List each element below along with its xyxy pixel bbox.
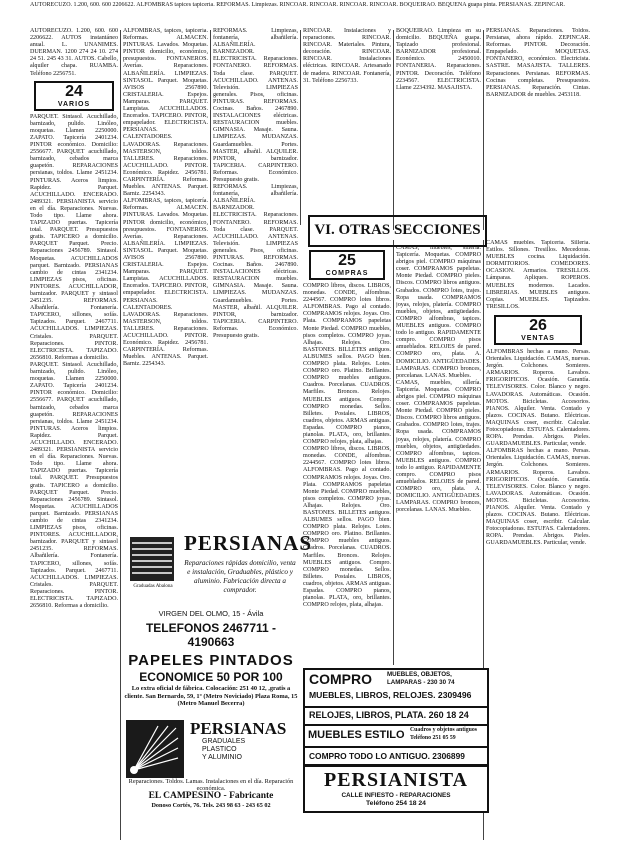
persianas-logo: [128, 535, 178, 593]
column-4-body: RINCOAR. Instalaciones y reparaciones. RINCOAR. RINCOAR. Materiales. Pintura, decoración. RINCOAR. RINCOAR. Instalaciones eléctricas. RINCOAR. Artesanado de madera. RINCOAR. Fontanería, 31. Teléfono 2256733.: [303, 28, 391, 84]
compro-word: COMPRO: [309, 671, 372, 687]
persianas2-line1: GRADUALES: [202, 738, 246, 745]
column-divider: [120, 30, 121, 840]
column-1-body: PARQUET. Sintasol. Acuchillado, barnizado, pulido. Linóleo, moquetas. Llamen 2250000. ZAPATO. Tapicería 2401234. PINTOR económico. Domicilio: 2556677. PARQUET acuchillado, barnizado, cebados marca guapetón. REPARACIONES persianas, toldos. Llame 2451234. PINTURAS. Aceros limpios. Rapidez. Parquet. ACUCHILLADO. ENCERADO. 2489321. PERSIANISTA servicio en el día. Reparaciones. Nuevas. Todo tipo. Llame ahora. TAPIZADO puertas. Tapicería total. PARQUET. Presupuestos gratis. TAPICERO a domicilio. PARQUET Parquet. Precio. Reparaciones 2456789. Sintasol. Moquetas. ACUCHILLADOS parquet. Barnizado. PERSIANAS cambio de cintas 2341234. LIMPIEZAS pisos, oficinas. PINTORES. ACUCHILLADOR, barnizador. PARQUET y sintasol 2451235. REFORMAS. Albañilería. Fontanería. TAPICERO, sillones, sofás. Tapizados. Parquet. 2467711. ACUCHILLADOS. LIMPIEZAS. Cristales. PARQUET. Reparaciones. PINTOR. ELECTRICISTA. TAPIZADO. 2656810. Reformas a domicilio.: [30, 113, 118, 361]
persianas2-line3: Y ALUMINIO: [202, 754, 242, 761]
persianas-street: VIRGEN DEL OLMO, 15 - Ávila: [158, 609, 264, 618]
section-title: VI. OTRAS SECCIONES: [308, 215, 487, 247]
compro-antiguo-line: COMPRO TODO LO ANTIGUO. 2306899: [309, 751, 465, 761]
muebles-estilo-line1: Cuadros y objetos antiguos: [410, 727, 478, 733]
persianas2-line2: PLASTICO: [202, 746, 237, 753]
column-divider: [483, 30, 484, 230]
persianas2-body: Reparaciones. Toldos. Lamas. Instalaciones en el día. Reparación económica.: [128, 778, 294, 792]
column-4-top: [303, 28, 391, 228]
persianas-phone: TELEFONOS 2467711 - 4190663: [145, 621, 277, 649]
persianas-title: PERSIANAS: [184, 531, 313, 555]
column-6-top: [486, 28, 590, 233]
column-5-bottom: [396, 245, 481, 665]
column-5-top: [396, 28, 481, 228]
persianas-ad: [122, 525, 313, 649]
section-label: VENTAS: [521, 334, 555, 342]
section-25-box: [309, 250, 385, 280]
muebles-estilo-word: MUEBLES ESTILO: [308, 729, 405, 741]
column-1-body-cont: PARQUET. Sintasol. Acuchillado, barnizado, pulido. Linóleo, moquetas. Llamen 2250000. ZAPATO. Tapicería 2401234. PINTOR económico. Domicilio: 2556677. PARQUET acuchillado, barnizado, cebados marca guapetón. REPARACIONES persianas, toldos. Llame 2451234. PINTURAS. Aceros limpios. Rapidez. Parquet. ACUCHILLADO. ENCERADO. 2489321. PERSIANISTA servicio en el día. Reparaciones. Nuevas. Todo tipo. Llame ahora. TAPIZADO puertas. Tapicería total. PARQUET. Presupuestos gratis. TAPICERO a domicilio. PARQUET Parquet. Precio. Reparaciones 2456789. Sintasol. Moquetas. ACUCHILLADOS parquet. Barnizado. PERSIANAS cambio de cintas 2341234. LIMPIEZAS pisos, oficinas. PINTORES. ACUCHILLADOR, barnizador. PARQUET y sintasol 2451235. REFORMAS. Albañilería. Fontanería. TAPICERO, sillones, sofás. Tapizados. Parquet. 2467711. ACUCHILLADOS. LIMPIEZAS. Cristales. PARQUET. Reparaciones. PINTOR. ELECTRICISTA. TAPIZADO. 2656810. Reformas a domicilio.: [30, 361, 118, 610]
header-text: AUTORECUZO. 1.200, 600. 600 2206622. ALFOMBRAS tapices tapicería. REFORMAS. Limpiezas. RINCOAR. RINCOAR. RINCOAR. RINCOAR. BOQUEIRAO. BEQUEÑA guapa pinta. PERSIANAS. ZEPINCAR.: [30, 2, 566, 8]
persianas-body: Reparaciones rápidas domicilio, venta e instalación, Graduables, plástico y aluminio. Fabricación directa a comprador.: [184, 559, 296, 594]
persianista-line1: CALLE INFIESTO - REPARACIONES: [341, 792, 451, 799]
column-2-body: ALFOMBRAS, tapices, tapicería. Reformas. ALMACEN. PINTURAS. Lavados. Moquetas. PINTOR domicilio, económico, presupuestos. FONTANEROS. Averías. Reparaciones. ALBAÑILERÍA. LIMPIEZAS. SINTASOL. Parquet. Moquetas. AVISOS 2567890. CRISTALERIA. Espejos. Mamparas. PARQUET. Lampistas. ACUCHILLADOS. Encerados. TAPICERO. PINTOR, empapelador. ELECTRICISTA. PERSIANAS. CALENTADORES. LAVADORAS. Reparaciones. MASTERSON, toldos. TALLERES. Reparaciones. ACUCHILLADO. PINTOR. Económico. Rapidez. 2456781. CARPINTERÍA. Reformas. Muebles. ANTENAS. Parquet. Barniz. 2254343.: [123, 28, 208, 198]
section-26-box: [494, 315, 582, 345]
column-5b-body: CAMAS, muebles, sillería. Tapicería. Moquetas. COMPRO abrigos piel. COMPRO máquinas coser. COMPRAMOS papeletas. Monte Piedad. COMPRO pieles. Discos. COMPRO libros antiguos. Grabados. COMPRO lotes, trajes. Ropa usada. COMPRAMOS joyas, relojes, platería. COMPRO muebles, objetos, antigüedades. COMPRO alfombras, tapices. MUEBLES antiguos. COMPRO todo lo antiguo. RAPIDAMENTE compro. COMPRO pisos amueblados. RELOJES de pared. COMPRO oro, plata. A. DOMICILIO. ANTIGÜEDADES. LAMPARAS. COMPRO bronces, porcelanas. LANAS. Muebles.: [396, 245, 481, 379]
compro-line2: LAMPARAS - 230 30 74: [387, 679, 455, 686]
persianas-mark: Graduadas Abalona: [133, 584, 173, 589]
column-1-intro: AUTORECUZO. 1.200, 600. 600 2206622. AUTOS instantáneo anual. L. UNANIMES. DUERMAN. 1200 274 24 10. 274 24 51. 245 43 31. AUTOS. Cabello, alquiler chapa. RUAMBA. Teléfono 2256751.: [30, 28, 118, 77]
column-divider: [210, 30, 211, 225]
column-2: [123, 28, 208, 528]
column-2-body-cont: ALFOMBRAS, tapices, tapicería. Reformas. ALMACEN. PINTURAS. Lavados. Moquetas. PINTOR domicilio, económico, presupuestos. FONTANEROS. Averías. Reparaciones. ALBAÑILERÍA. LIMPIEZAS. SINTASOL. Parquet. Moquetas. AVISOS 2567890. CRISTALERIA. Espejos. Mamparas. PARQUET. Lampistas. ACUCHILLADOS. Encerados. TAPICERO. PINTOR, empapelador. ELECTRICISTA. PERSIANAS. CALENTADORES. LAVADORAS. Reparaciones. MASTERSON, toldos. TALLERES. Reparaciones. ACUCHILLADO. PINTOR. Económico. Rapidez. 2456781. CARPINTERÍA. Reformas. Muebles. ANTENAS. Parquet. Barniz. 2254343.: [123, 198, 208, 368]
persianista-title: PERSIANISTA: [324, 769, 468, 791]
column-1: [30, 28, 118, 808]
persianas2-address: Donoso Cortés, 76. Tels. 243 98 63 - 243 65 02: [151, 802, 271, 809]
compro-antiguo-ad: [303, 746, 489, 766]
section-24-box: [34, 81, 114, 111]
header-strip: [0, 0, 620, 12]
persianas-graduales-ad: [122, 718, 300, 810]
section-label: COMPRAS: [325, 270, 369, 277]
column-3-body: REFORMAS. Limpiezas, fontanería, albañilería. ALBAÑILERÍA. BARNIZADOR. ELECTRICISTA. Reparaciones. FONTANERO. REFORMAS. Toda clase. PARQUET. ACUCHILLADO. ANTENAS. Televisión. LIMPIEZAS generales. Pisos, oficinas. PINTURAS. REFORMAS. Cocinas. Baños. 2467890. INSTALACIONES eléctricas. RESTAURACION muebles. GIMNASIA. Masaje. Sauna. LIMPIEZAS. MUDANZAS. Guardamuebles. Portes. MASTER, albañil. ALQUILER. PINTOR, barnizador. TAPICERIA. CARPINTERO. Reformas. Económico. Presupuesto gratis.: [213, 28, 298, 183]
compro-muebles-ad: [303, 668, 489, 708]
column-3: [213, 28, 298, 528]
persianista-line2: Teléfono 254 18 24: [366, 800, 426, 807]
column-5-body: BOQUEIRAO. Limpieza en su domicilio. BEQUEÑA guapa. Tapizado profesional. BARNIZADOR profesional. Económico. 2450010. FONTANERIA. Reparaciones. PINTOR. Decoración. Teléfono 2234567. ELECTRICISTA. Llame 2234392. MASAJISTA.: [396, 28, 481, 91]
column-6-bottom: [486, 240, 590, 840]
column-4b-body: COMPRO libros, discos. LIBROS, monedas. CONDE, alfombras. 2244567. COMPRO lotes libros. ALFOMBRAS. Pago al contado. COMPRAMOS relojes. Joyas. Oro. Plata. COMPRAMOS papeletas Monte Piedad. COMPRO muebles, pisos completos. COMPRO joyas. Alhajas. Relojes. Oro. BASTONES. BILLETES antiguos. ALBUMES sellos. PAGO bien. COMPRO plata. Relojes. Lotes. COMPRO oro. Platino. Brillantes. COMPRO muebles antiguos. Cuadros. Porcelanas. CUADROS. Marfiles. Bronces. Relojes. MUEBLES antiguos. Compro. COMPRO monedas. Sellos. Billetes. Postales. LIBROS, cuadros, objetos. ARMAS antiguas. Espadas. COMPRO pianos, pianolas. PLATA, oro, brillantes. COMPRO relojes, plata, alhajas.: [303, 283, 391, 446]
persianas2-title: PERSIANAS: [190, 719, 287, 738]
column-divider: [393, 240, 394, 665]
column-divider: [300, 30, 301, 225]
papeles-pintados-ad: [122, 652, 300, 714]
relojes-ad: [303, 706, 489, 726]
column-6b-body: CAMAS muebles. Tapicería. Sillería. Estilos. Sillones. Tresillos. Mecedoras. MUEBLES cocina. Liquidación. DORMITORIOS. COMEDORES. OCASION. Armarios. TRESILLOS. Lámparas. Apliques. ROPEROS. MUEBLES modernos. Lacados. LIBRERIAS. MUEBLES antiguos. Copias. MUEBLES. Tapizados. TRESILLOS.: [486, 240, 590, 310]
column-divider: [393, 30, 394, 230]
compro-line1: MUEBLES, OBJETOS,: [387, 671, 452, 678]
muebles-estilo-ad: [303, 724, 489, 748]
section-number: 24: [65, 82, 83, 100]
section-number: 25: [338, 252, 356, 269]
persianas2-company: EL CAMPESINO - Fabricante: [148, 791, 274, 801]
persianista-ad: [303, 765, 489, 813]
muebles-estilo-line2: Teléfono 251 05 59: [410, 735, 456, 741]
column-6-body: PERSIANAS. Reparaciones. Toldos. Persianas, ahora rápido. ZEPINCAR. Reformas. PINTOR. Decoración. Empapelado. MOQUETAS. FONTANERO, económico. Electricista. SASTRE. MASAJISTA. TALLERES. Reparaciones. Persianas. REFORMAS. Cocinas completas. Presupuestos. PERSIANAS. Reparación. Cintas. BARNIZADOR de muebles. 2453118.: [486, 28, 590, 98]
papeles-title: PAPELES PINTADOS: [128, 652, 294, 669]
column-5b-body-cont: CAMAS, muebles, sillería. Tapicería. Moquetas. COMPRO abrigos piel. COMPRO máquinas coser. COMPRAMOS papeletas. Monte Piedad. COMPRO pieles. Discos. COMPRO libros antiguos. Grabados. COMPRO lotes, trajes. Ropa usada. COMPRAMOS joyas, relojes, platería. COMPRO muebles, objetos, antigüedades. COMPRO alfombras, tapices. MUEBLES antiguos. COMPRO todo lo antiguo. RAPIDAMENTE compro. COMPRO pisos amueblados. RELOJES de pared. COMPRO oro, plata. A. DOMICILIO. ANTIGÜEDADES. LAMPARAS. COMPRO bronces, porcelanas. LANAS. Muebles.: [396, 379, 481, 514]
column-3-body-cont: REFORMAS. Limpiezas, fontanería, albañilería. ALBAÑILERÍA. BARNIZADOR. ELECTRICISTA. Reparaciones. FONTANERO. REFORMAS. Toda clase. PARQUET. ACUCHILLADO. ANTENAS. Televisión. LIMPIEZAS generales. Pisos, oficinas. PINTURAS. REFORMAS. Cocinas. Baños. 2467890. INSTALACIONES eléctricas. RESTAURACION muebles. GIMNASIA. Masaje. Sauna. LIMPIEZAS. MUDANZAS. Guardamuebles. Portes. MASTER, albañil. ALQUILER. PINTOR, barnizador. TAPICERIA. CARPINTERO. Reformas. Económico. Presupuesto gratis.: [213, 184, 298, 340]
relojes-line: RELOJES, LIBROS, PLATA. 260 18 24: [309, 710, 469, 720]
papeles-body: Lo extra oficial de fábrica. Colocación: 251 40 12, ,gratis a cliente. San Bernardo, 59, 1º (Metro Noviciado) Plaza Roma, 15 (Metro Manuel Becerra): [124, 685, 298, 707]
column-6b-ventas-cont: ALFOMBRAS hechas a mano. Persas. Orientales. Liquidación. CAMAS, nuevas. Jergón. Colchones. Somieres. ARMARIOS. Roperos. Lavabos. FRIGORIFICOS. Ocasión. Garantía. TELEVISORES. Color. Blanco y negro. LAVADORAS. Automáticas. Ocasión. MOTOS. Bicicletas. Accesorios. PIANOS. Alquiler. Venta. Contado y plazos. COCINAS. Butano. Eléctricas. MAQUINAS coser, escribir. Calcular. Fotocopiadoras. ESTUFAS. Calentadores. ROPA. Prendas. Abrigos. Pieles. GUARDAMUEBLES. Particular, vende.: [486, 448, 590, 547]
column-6b-ventas: ALFOMBRAS hechas a mano. Persas. Orientales. Liquidación. CAMAS, nuevas. Jergón. Colchones. Somieres. ARMARIOS. Roperos. Lavabos. FRIGORIFICOS. Ocasión. Garantía. TELEVISORES. Color. Blanco y negro. LAVADORAS. Automáticas. Ocasión. MOTOS. Bicicletas. Accesorios. PIANOS. Alquiler. Venta. Contado y plazos. COCINAS. Butano. Eléctricas. MAQUINAS coser, escribir. Calcular. Fotocopiadoras. ESTUFAS. Calentadores. ROPA. Prendas. Abrigos. Pieles. GUARDAMUEBLES. Particular, vende.: [486, 348, 590, 448]
papeles-subtitle: ECONOMICE 50 POR 100: [139, 670, 283, 684]
column-4b-body-cont: COMPRO libros, discos. LIBROS, monedas. CONDE, alfombras. 2244567. COMPRO lotes libros. ALFOMBRAS. Pago al contado. COMPRAMOS relojes. Joyas. Oro. Plata. COMPRAMOS papeletas Monte Piedad. COMPRO muebles, pisos completos. COMPRO joyas. Alhajas. Relojes. Oro. BASTONES. BILLETES antiguos. ALBUMES sellos. PAGO bien. COMPRO plata. Relojes. Lotes. COMPRO oro. Platino. Brillantes. COMPRO muebles antiguos. Cuadros. Porcelanas. CUADROS. Marfiles. Bronces. Relojes. MUEBLES antiguos. Compro. COMPRO monedas. Sellos. Billetes. Postales. LIBROS, cuadros, objetos. ARMAS antiguas. Espadas. COMPRO pianos, pianolas. PLATA, oro, brillantes. COMPRO relojes, plata, alhajas.: [303, 446, 391, 609]
section-number: 26: [529, 316, 547, 334]
fan-shutter-icon: [126, 720, 184, 778]
section-label: VARIOS: [57, 100, 91, 108]
column-4-bottom: [303, 250, 391, 665]
compro-full: MUEBLES, LIBROS, RELOJES. 2309496: [309, 690, 472, 700]
